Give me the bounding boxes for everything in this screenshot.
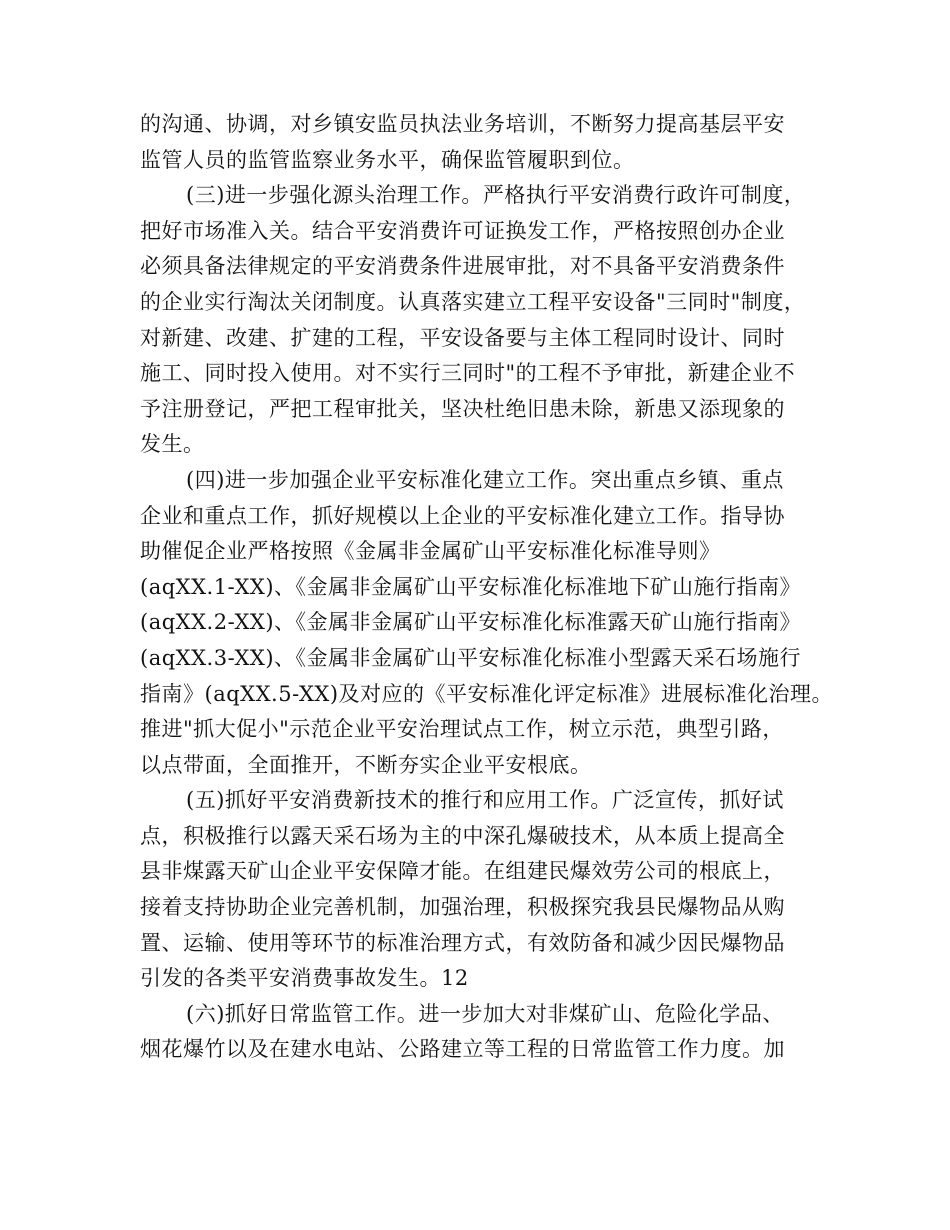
text-line: 的企业实行淘汰关闭制度。认真落实建立工程平安设备"三同时"制度， [140,289,806,314]
text-line: (六)抓好日常监管工作。进一步加大对非煤矿山、危险化学品、 [186,1001,784,1026]
paragraph-section-6 [140,997,820,1068]
text-line: 烟花爆竹以及在建水电站、公路建立等工程的日常监管工作力度。加 [140,1037,785,1062]
text-line: 推进"抓大促小"示范企业平安治理试点工作，树立示范，典型引路， [140,717,784,742]
document-page [140,107,834,1068]
text-line: 置、运输、使用等环节的标准治理方式，有效防备和减少因民爆物品 [140,930,785,955]
text-line: 企业和重点工作，抓好规模以上企业的平安标准化建立工作。指导协 [140,503,785,528]
text-line: (四)进一步加强企业平安标准化建立工作。突出重点乡镇、重点 [186,467,784,492]
paragraph-section-4 [140,463,834,783]
text-line: 指南》(aqXX.5-XX)及对应的《平安标准化评定标准》进展标准化治理。 [140,681,834,706]
text-line: 县非煤露天矿山企业平安保障才能。在组建民爆效劳公司的根底上， [140,859,785,884]
text-line: 对新建、改建、扩建的工程，平安设备要与主体工程同时设计、同时 [140,325,785,350]
paragraph-continuation [140,107,820,178]
text-line: 发生。 [140,432,205,457]
text-line: 的沟通、协调，对乡镇安监员执法业务培训，不断努力提高基层平安 [140,112,785,136]
text-line: (aqXX.3-XX)、《金属非金属矿山平安标准化标准小型露天采石场施行 [140,645,802,670]
text-line: 引发的各类平安消费事故发生。12 [140,966,469,991]
text-line: 予注册登记，严把工程审批关，坚决杜绝旧患未除，新患又添现象的 [140,396,785,421]
text-line: 把好市场准入关。结合平安消费许可证换发工作，严格按照创办企业 [140,218,785,243]
text-line: (aqXX.2-XX)、《金属非金属矿山平安标准化标准露天矿山施行指南》 [140,610,802,635]
text-line: 施工、同时投入使用。对不实行三同时"的工程不予审批，新建企业不 [140,361,796,386]
text-line: 必须具备法律规定的平安消费条件进展审批，对不具备平安消费条件 [140,254,785,279]
text-line: 以点带面，全面推开，不断夯实企业平安根底。 [140,752,592,777]
paragraph-section-3 [140,178,820,463]
paragraph-section-5 [140,783,820,997]
text-line: 助催促企业严格按照《金属非金属矿山平安标准化标准导则》 [140,539,721,564]
text-line: 监管人员的监管监察业务水平，确保监管履职到位。 [140,147,635,172]
text-line: (五)抓好平安消费新技术的推行和应用工作。广泛宣传，抓好试 [186,788,784,813]
text-line: 点，积极推行以露天采石场为主的中深孔爆破技术，从本质上提高全 [140,823,785,848]
text-line: (三)进一步强化源头治理工作。严格执行平安消费行政许可制度， [186,183,806,208]
text-line: 接着支持协助企业完善机制，加强治理，积极探究我县民爆物品从购 [140,895,785,920]
text-line: (aqXX.1-XX)、《金属非金属矿山平安标准化标准地下矿山施行指南》 [140,574,802,599]
